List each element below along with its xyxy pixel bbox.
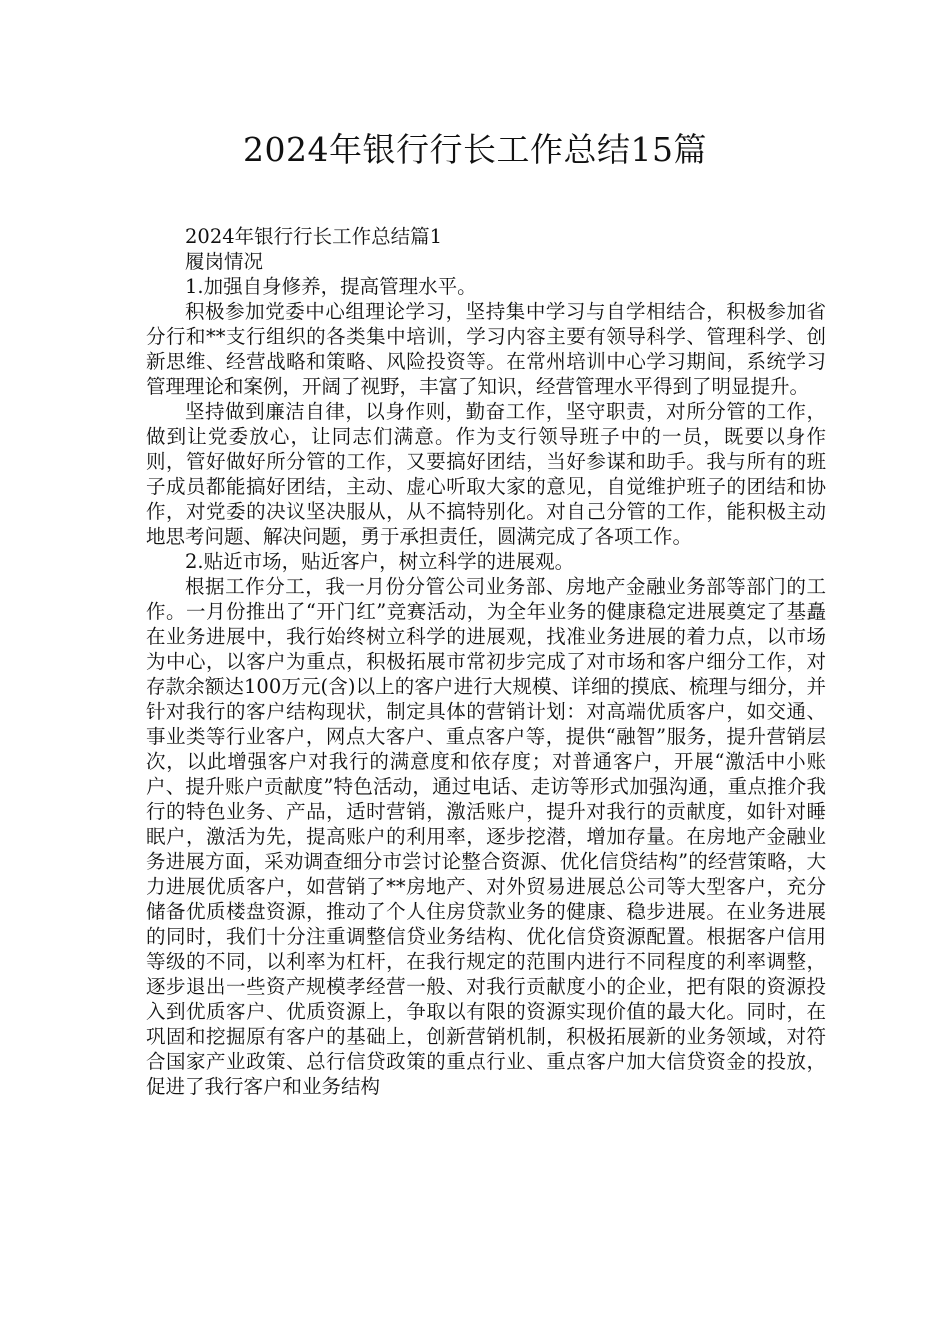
document-body: [146, 224, 826, 1099]
paragraph-2: 坚持做到廉洁自律，以身作则，勤奋工作，坚守职责，对所分管的工作，做到让党委放心，让同志们满意。作为支行领导班子中的一员，既要以身作则，管好做好所分管的工作，又要搞好团结，当好参谋和助手。我与所有的班子成员都能搞好团结，主动、虚心听取大家的意见，自觉维护班子的团结和协作，对党委的决议坚决服从，从不搞特别化。对自己分管的工作，能积极主动地思考问题、解决问题，勇于承担责任，圆满完成了各项工作。: [146, 400, 826, 548]
paragraph-1: 积极参加党委中心组理论学习，坚持集中学习与自学相结合，积极参加省分行和**支行组织的各类集中培训，学习内容主要有领导科学、管理科学、创新思维、经营战略和策略、风险投资等。在常州培训中心学习期间，系统学习管理理论和案例，开阔了视野，丰富了知识，经营管理水平得到了明显提升。: [146, 300, 826, 398]
point-heading-1: 1.加强自身修养，提高管理水平。: [185, 275, 477, 298]
section-heading: 2024年银行行长工作总结篇1: [185, 225, 443, 248]
subsection-heading: 履岗情况: [185, 250, 264, 273]
document-title: 2024年银行行长工作总结15篇: [243, 130, 707, 169]
paragraph-3: 根据工作分工，我一月份分管公司业务部、房地产金融业务部等部门的工作。一月份推出了“开门红”竞赛活动，为全年业务的健康稳定进展奠定了基矗在业务进展中，我行始终树立科学的进展观，找准业务进展的着力点，以市场为中心，以客户为重点，积极拓展市常初步完成了对市场和客户细分工作，对存款余额达100万元(含)以上的客户进行大规模、详细的摸底、梳理与细分，并针对我行的客户结构现状，制定具体的营销计划：对高端优质客户，如交通、事业类等行业客户，网点大客户、重点客户等，提供“融智”服务，提升营销层次，以此增强客户对我行的满意度和依存度；对普通客户，开展“激活中小账户、提升账户贡献度”特色活动，通过电话、走访等形式加强沟通，重点推介我行的特色业务、产品，适时营销，激活账户，提升对我行的贡献度，如针对睡眠户，激活为先，提高账户的利用率，逐步挖潜，增加存量。在房地产金融业务进展方面，采劝调查细分市尝讨论整合资源、优化信贷结构”的经营策略，大力进展优质客户，如营销了**房地产、对外贸易进展总公司等大型客户，充分储备优质楼盘资源，推动了个人住房贷款业务的健康、稳步进展。在业务进展的同时，我们十分注重调整信贷业务结构、优化信贷资源配置。根据客户信用等级的不同，以利率为杠杆，在我行规定的范围内进行不同程度的利率调整，逐步退出一些资产规模孝经营一般、对我行贡献度小的企业，把有限的资源投入到优质客户、优质资源上，争取以有限的资源实现价值的最大化。同时，在巩固和挖掘原有客户的基础上，创新营销机制，积极拓展新的业务领域，对符合国家产业政策、总行信贷政策的重点行业、重点客户加大信贷资金的投放，促进了我行客户和业务结构: [146, 575, 826, 1098]
point-heading-2: 2.贴近市场，贴近客户，树立科学的进展观。: [185, 550, 575, 573]
